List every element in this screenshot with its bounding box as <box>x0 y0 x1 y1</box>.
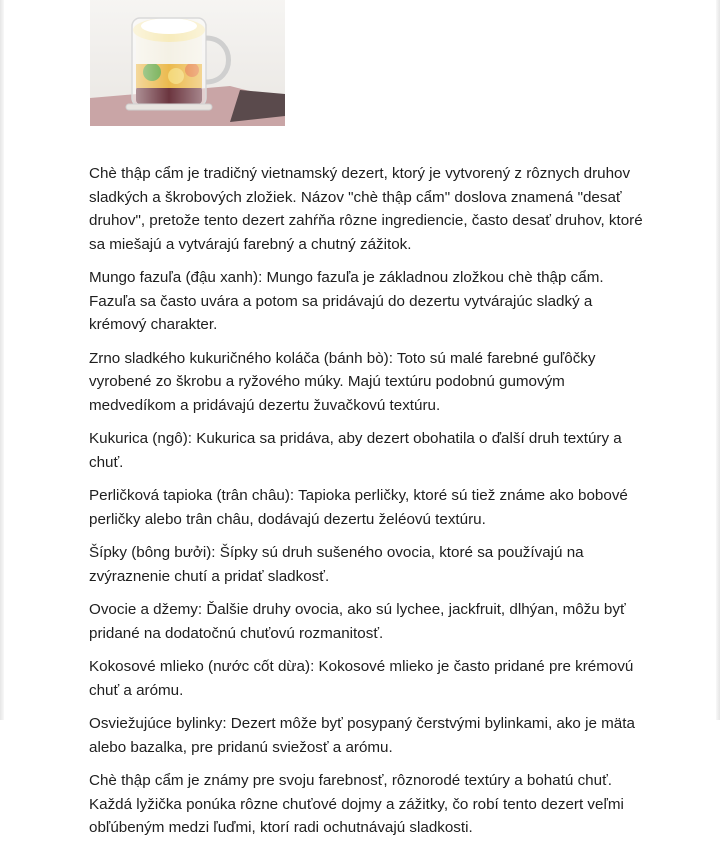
paragraph: Mungo fazuľa (đậu xanh): Mungo fazuľa je základnou zložkou chè thập cẩm. Fazuľa sa často uvára a potom sa pridávajú do dezertu vytvárajúc sladký a krémový charakter. <box>89 269 604 333</box>
document-body <box>89 162 649 850</box>
paragraph: Perličková tapioka (trân châu): Tapioka perličky, ktoré sú tiež známe ako bobové perličky alebo trân châu, dodávajú dezertu želéovú textúru. <box>89 487 628 528</box>
paragraph: Osviežujúce bylinky: Dezert môže byť posypaný čerstvými bylinkami, ako je mäta alebo bazalka, pre pridanú sviežosť a arómu. <box>89 715 635 756</box>
page-edge-left <box>0 0 4 720</box>
paragraph: Kokosové mlieko (nước cốt dừa): Kokosové mlieko je často pridané pre krémovú chuť a arómu. <box>89 658 634 699</box>
paragraph: Ovocie a džemy: Ďalšie druhy ovocia, ako sú lychee, jackfruit, dlhýan, môžu byť pridané na dodatočnú chuťovú rozmanitosť. <box>89 601 626 642</box>
paragraph: Chè thập cẩm je tradičný vietnamský dezert, ktorý je vytvorený z rôznych druhov sladkých a škrobových zložiek. Názov "chè thập cẩm" doslova znamená "desať druhov", pretože tento dezert zahŕňa rôzne ingrediencie, často desať druhov, ktoré sa miešajú a vytvárajú farebný a chutný zážitok. <box>89 165 643 253</box>
paragraph: Zrno sladkého kukuričného koláča (bánh bò): Toto sú malé farebné guľôčky vyrobené zo škrobu a ryžového múky. Majú textúru podobnú gumovým medvedíkom a pridávajú dezertu žuvačkovú textúru. <box>89 349 596 414</box>
paragraph: Šípky (bông bưởi): Šípky sú druh sušeného ovocia, ktoré sa používajú na zvýraznenie chutí a pridať sladkosť. <box>89 544 584 585</box>
paragraph: Chè thập cẩm je známy pre svoju farebnosť, rôznorodé textúry a bohatú chuť. Každá lyžička ponúka rôzne chuťové dojmy a zážitky, čo robí tento dezert veľmi obľúbeným medzi ľuďmi, ktorí radi ochutnávajú sladkosti. <box>89 772 624 836</box>
page-edge-right <box>716 0 720 720</box>
paragraph: Kukurica (ngô): Kukurica sa pridáva, aby dezert obohatila o ďalší druh textúry a chuť. <box>89 430 622 471</box>
dessert-photo <box>90 0 285 126</box>
